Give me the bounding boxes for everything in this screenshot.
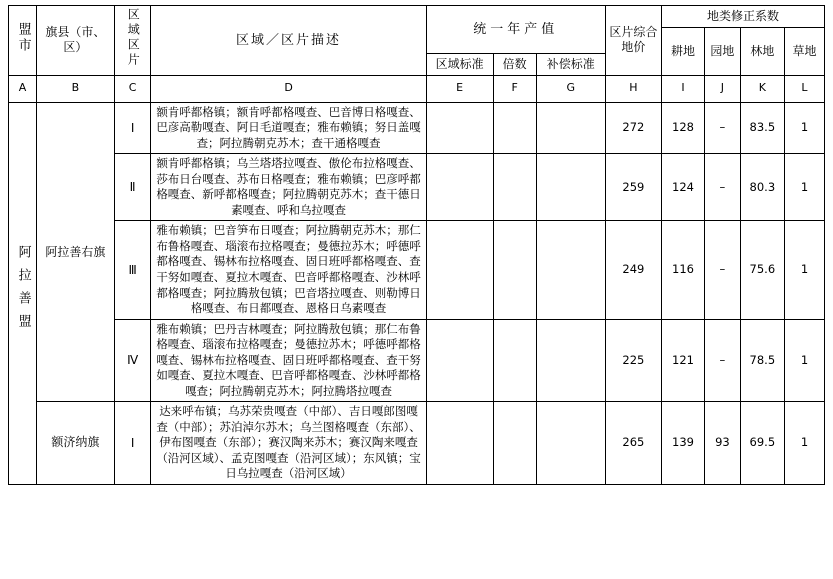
cell-quyu-biaozhun [426, 102, 493, 154]
header-lindi: 林地 [740, 27, 784, 75]
table-row [9, 102, 825, 154]
cell-beishu [493, 102, 536, 154]
header-gengdi: 耕地 [661, 27, 704, 75]
cell-description: 达来呼布镇；乌苏荣贵嘎查（中部）、吉日嘎郎图嘎查（中部）；苏泊淖尔苏木；乌兰图格嘎查（东部）、伊布图嘎查（东部）；赛汉陶来苏木；赛汉陶来嘎查（沿河区域）、孟克图嘎查（沿河区域）；东风镇；宝日乌拉嘎查（沿河区域） [151, 402, 426, 485]
letter-b: B [37, 75, 115, 102]
cell-quyu-biaozhun [426, 319, 493, 402]
letter-f: F [493, 75, 536, 102]
letter-c: C [114, 75, 151, 102]
cell-gengdi: 139 [661, 402, 704, 485]
letter-e: E [426, 75, 493, 102]
cell-lindi: 83.5 [740, 102, 784, 154]
cell-description: 额肯呼都格镇；乌兰塔塔拉嘎查、傲伦布拉格嘎查、莎布日台嘎查、苏布日格嘎查；雅布赖镇；巴彦呼都格嘎查、新呼都格嘎查；阿拉腾朝克苏木；查干德日素嘎查、呼和乌拉嘎查 [151, 154, 426, 221]
cell-qupian: Ⅰ [114, 402, 151, 485]
letter-h: H [605, 75, 661, 102]
header-quyu-biaozhun: 区域标准 [426, 54, 493, 76]
letter-k: K [740, 75, 784, 102]
letter-i: I [661, 75, 704, 102]
letter-g: G [536, 75, 605, 102]
cell-qupian: Ⅲ [114, 221, 151, 319]
land-price-table [8, 5, 825, 485]
header-yuandi: 园地 [705, 27, 741, 75]
header-buchang-biaozhun: 补偿标准 [536, 54, 605, 76]
cell-caodi: 1 [784, 319, 824, 402]
cell-description: 雅布赖镇；巴音笋布日嘎查；阿拉腾朝克苏木；那仁布鲁格嘎查、瑙滚布拉格嘎查；曼德拉苏木；呼德呼都格嘎查、锡林布拉格嘎查、固日班呼都格嘎查、查干努如嘎查、夏拉木嘎查、巴音呼都格嘎查、沙林呼都格嘎查；阿拉腾敖包镇；巴音塔拉嘎查、则勒博日格嘎查、布日都嘎查、恩格日乌素嘎查 [151, 221, 426, 319]
letter-j: J [705, 75, 741, 102]
cell-caodi: 1 [784, 221, 824, 319]
letter-a: A [9, 75, 37, 102]
cell-beishu [493, 154, 536, 221]
cell-dijia: 265 [605, 402, 661, 485]
cell-dijia: 272 [605, 102, 661, 154]
cell-gengdi: 124 [661, 154, 704, 221]
cell-beishu [493, 319, 536, 402]
cell-dijia: 225 [605, 319, 661, 402]
cell-description: 额肯呼都格镇；额肯呼都格嘎查、巴音博日格嘎查、巴彦高勒嘎查、阿日毛道嘎查；雅布赖镇；努日盖嘎查；阿拉腾朝克苏木；查干通格嘎查 [151, 102, 426, 154]
cell-lindi: 80.3 [740, 154, 784, 221]
cell-beishu [493, 221, 536, 319]
cell-buchang-biaozhun [536, 221, 605, 319]
letter-l: L [784, 75, 824, 102]
cell-buchang-biaozhun [536, 319, 605, 402]
header-annual-output-value: 统一年产值 [426, 6, 605, 54]
document-page [0, 5, 833, 579]
header-beishu: 倍数 [493, 54, 536, 76]
header-caodi: 草地 [784, 27, 824, 75]
cell-qupian: Ⅱ [114, 154, 151, 221]
cell-lindi: 69.5 [740, 402, 784, 485]
table-row [9, 319, 825, 402]
cell-lindi: 75.6 [740, 221, 784, 319]
header-land-type-correction: 地类修正系数 [661, 6, 824, 28]
header-qixian: 旗县（市、区） [37, 6, 115, 76]
cell-qupian: Ⅳ [114, 319, 151, 402]
column-letter-row [9, 75, 825, 102]
cell-qixian: 额济纳旗 [37, 402, 115, 485]
cell-gengdi: 121 [661, 319, 704, 402]
cell-beishu [493, 402, 536, 485]
cell-lindi: 78.5 [740, 319, 784, 402]
table-header-row-1 [9, 6, 825, 28]
cell-gengdi: 116 [661, 221, 704, 319]
cell-qixian: 阿拉善右旗 [37, 102, 115, 401]
table-row [9, 154, 825, 221]
cell-buchang-biaozhun [536, 402, 605, 485]
letter-d: D [151, 75, 426, 102]
cell-yuandi: – [705, 221, 741, 319]
cell-caodi: 1 [784, 102, 824, 154]
table-row [9, 402, 825, 485]
header-quyu-qupian: 区域区片 [114, 6, 151, 76]
cell-yuandi: – [705, 102, 741, 154]
header-meng-shi: 盟市 [9, 6, 37, 76]
cell-quyu-biaozhun [426, 402, 493, 485]
cell-buchang-biaozhun [536, 154, 605, 221]
cell-dijia: 259 [605, 154, 661, 221]
cell-qupian: Ⅰ [114, 102, 151, 154]
cell-yuandi: – [705, 319, 741, 402]
cell-yuandi: – [705, 154, 741, 221]
cell-meng-shi: 阿拉善盟 [9, 102, 37, 484]
cell-yuandi: 93 [705, 402, 741, 485]
cell-quyu-biaozhun [426, 221, 493, 319]
header-comprehensive-land-price: 区片综合地价 [605, 6, 661, 76]
cell-quyu-biaozhun [426, 154, 493, 221]
cell-buchang-biaozhun [536, 102, 605, 154]
cell-caodi: 1 [784, 154, 824, 221]
header-description: 区域／区片描述 [151, 6, 426, 76]
cell-gengdi: 128 [661, 102, 704, 154]
table-row [9, 221, 825, 319]
cell-caodi: 1 [784, 402, 824, 485]
cell-dijia: 249 [605, 221, 661, 319]
cell-description: 雅布赖镇；巴丹吉林嘎查；阿拉腾敖包镇；那仁布鲁格嘎查、瑙滚布拉格嘎查；曼德拉苏木；呼德呼都格嘎查、锡林布拉格嘎查、固日班呼都格嘎查、查干努如嘎查、夏拉木嘎查、巴音呼都格嘎查、沙林呼都格嘎查；阿拉腾朝克苏木；阿拉腾塔拉嘎查 [151, 319, 426, 402]
